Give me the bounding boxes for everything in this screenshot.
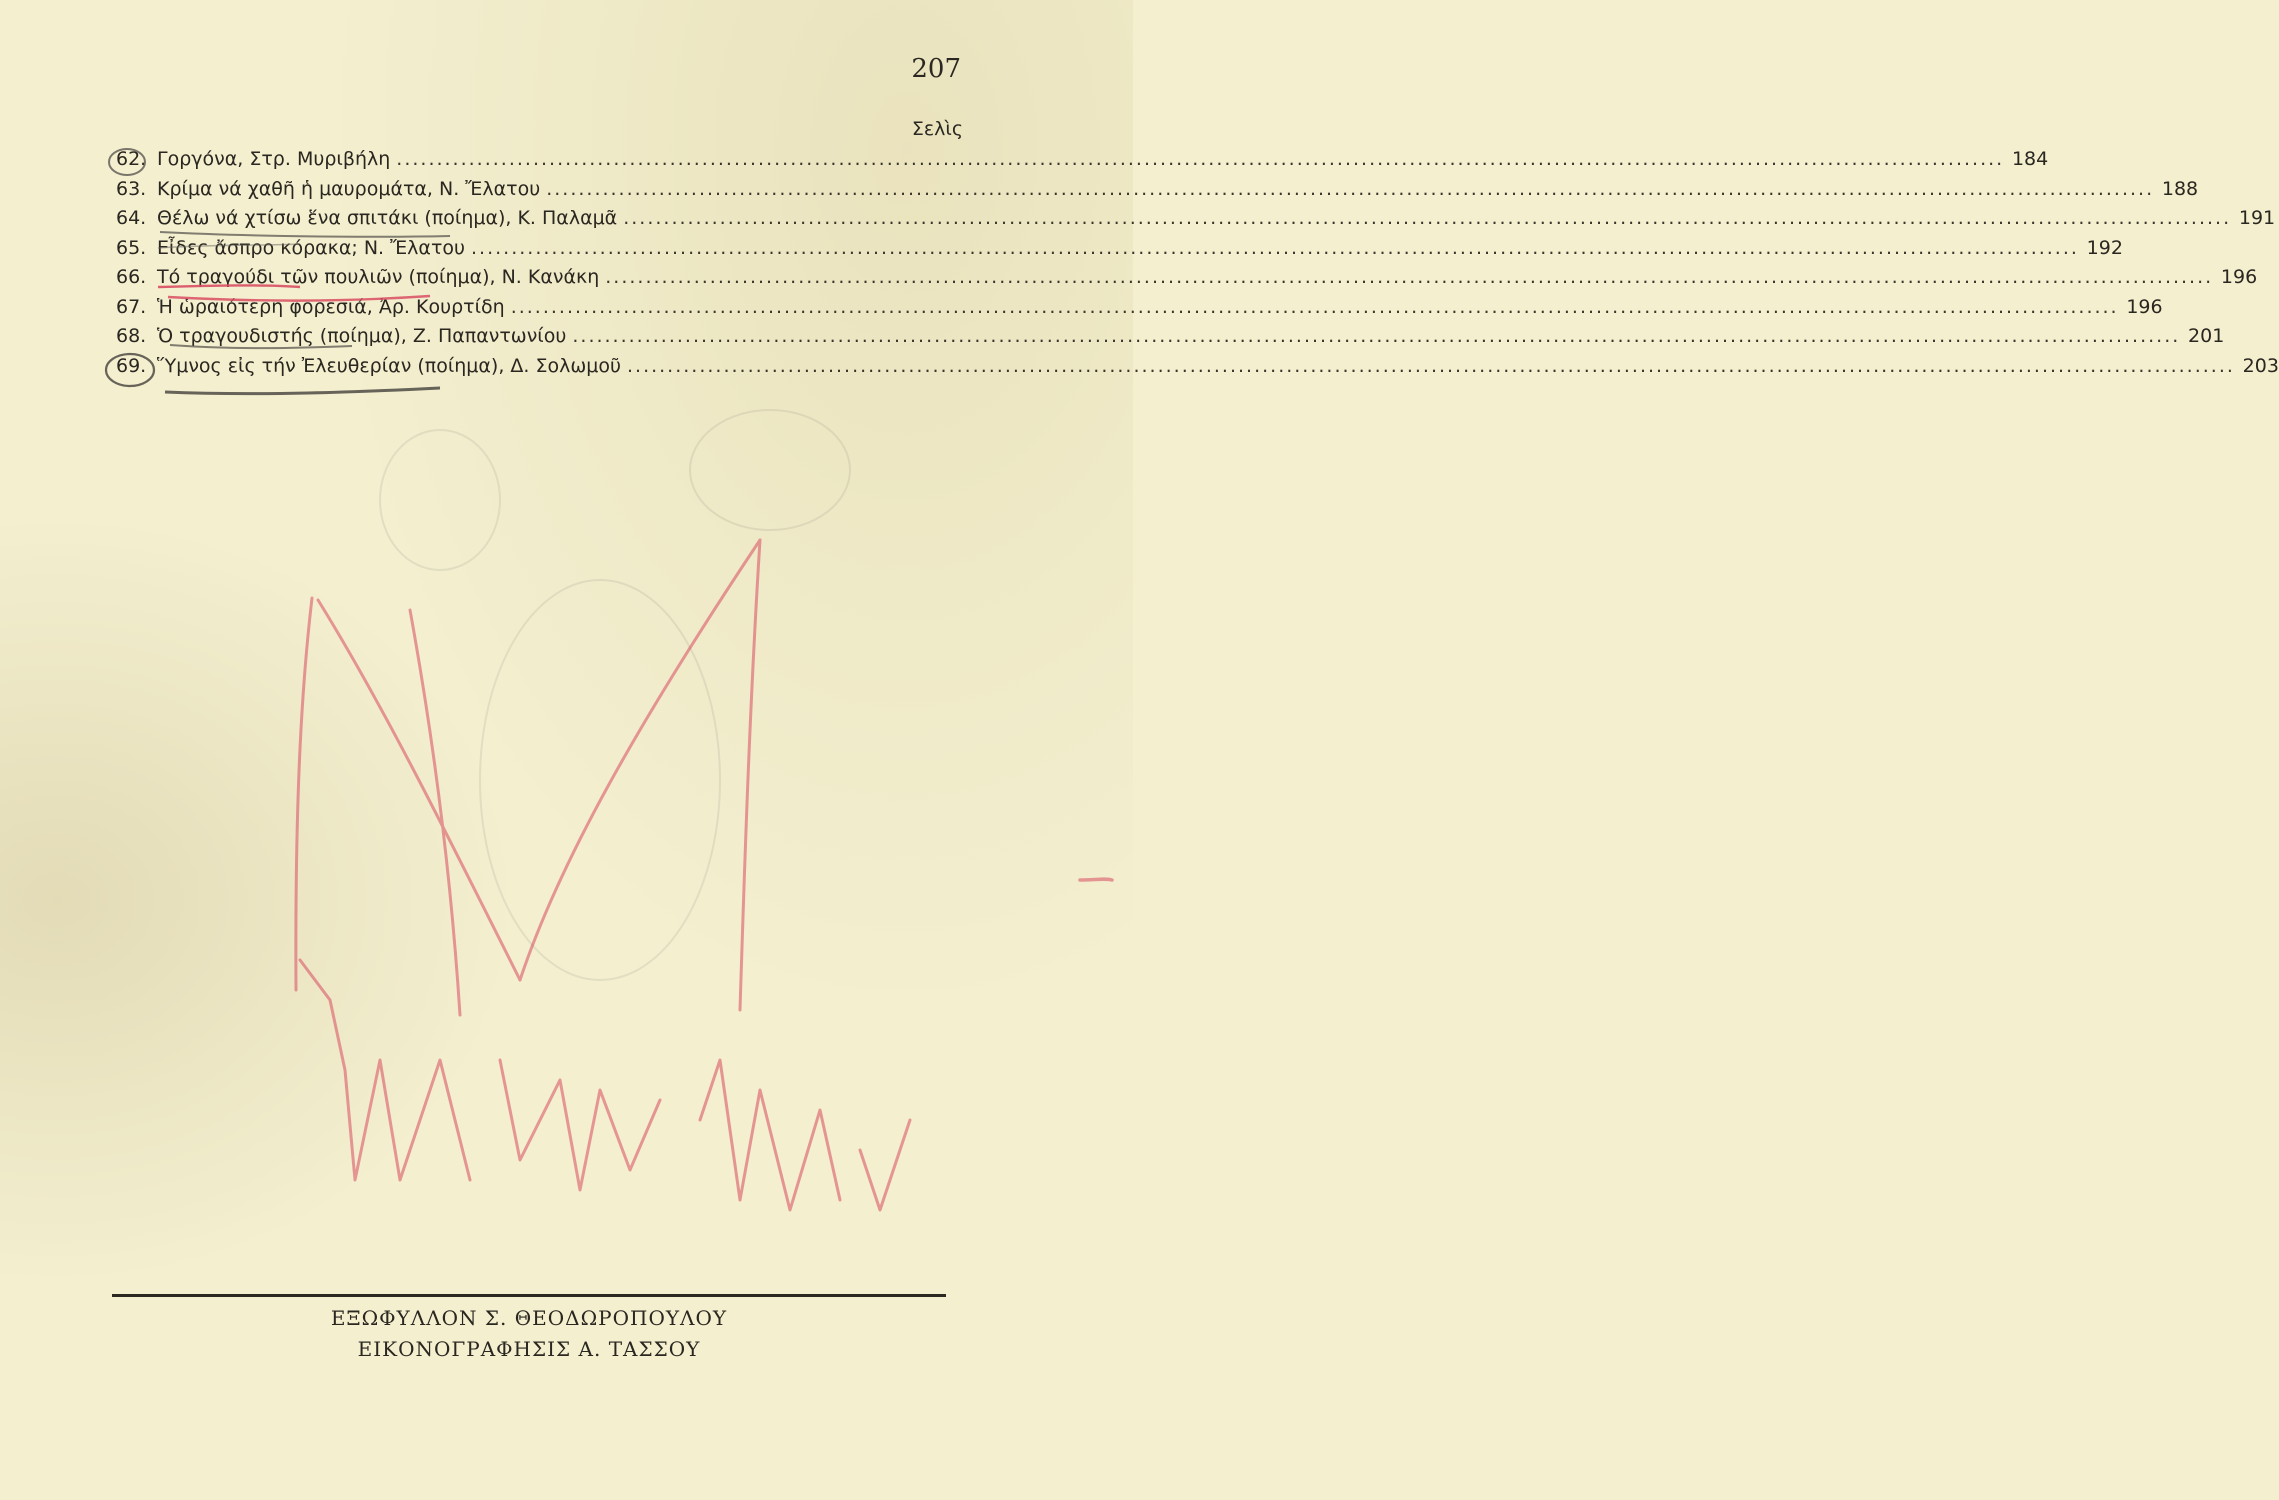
dot-leader: ........................................................................................................................................................................................................ <box>510 295 2119 318</box>
cover-credit: ΕΞΩΦΥΛΛΟΝ Σ. ΘΕΟΔΩΡΟΠΟΥΛΟΥ <box>330 1306 728 1330</box>
dot-leader: ........................................................................................................................................................................................................ <box>546 177 2155 200</box>
pencil-underline-68 <box>170 345 352 348</box>
toc-entry-title: Ἡ ὡραιότερη φορεσιά, Ἀρ. Κουρτίδη <box>157 295 505 318</box>
dot-leader: ........................................................................................................................................................................................................ <box>626 354 2235 377</box>
toc-entry-page: 196 <box>2126 295 2163 318</box>
pencil-underline-69 <box>165 388 440 394</box>
toc-entry-page: 192 <box>2086 236 2123 259</box>
red-underline-67 <box>168 296 430 301</box>
toc-entry-title: Ὁ τραγουδιστής (ποίημα), Ζ. Παπαντωνίου <box>157 325 567 347</box>
red-crayon-scribble <box>296 540 1112 1210</box>
toc-entry-page: 184 <box>2011 148 2049 170</box>
toc-entry-page: 191 <box>2238 207 2276 229</box>
page-column-header: Σελὶς <box>911 118 963 140</box>
red-underline-66 <box>158 285 300 287</box>
pencil-circle-69 <box>106 354 154 386</box>
toc-entry-number: 63. <box>116 177 147 200</box>
toc-entry-number: 65. <box>116 236 147 259</box>
illustration-credit: ΕΙΚΟΝΟΓΡΑΦΗΣΙΣ Α. ΤΑΣΣΟΥ <box>357 1337 701 1361</box>
dot-leader: ........................................................................................................................................................................................................ <box>623 207 2232 229</box>
dot-leader: ........................................................................................................................................................................................................ <box>572 325 2181 347</box>
page-number: 207 <box>911 54 961 84</box>
toc-entry-number: 68. <box>116 325 147 347</box>
toc-entry-number: 62. <box>116 148 147 170</box>
toc-entry-number: 64. <box>116 207 147 229</box>
toc-entry-title: Γοργόνα, Στρ. Μυριβήλη <box>157 148 391 170</box>
toc-entry-title: Ὕμνος εἰς τήν Ἐλευθερίαν (ποίημα), Δ. Σολωμοῦ <box>157 354 621 377</box>
footer-rule <box>112 1294 946 1297</box>
pencil-underline-64 <box>160 232 450 237</box>
toc-entry-number: 66. <box>116 266 147 288</box>
dot-leader: ........................................................................................................................................................................................................ <box>471 236 2079 259</box>
dot-leader: ........................................................................................................................................................................................................ <box>396 148 2005 170</box>
pencil-underline-65 <box>158 244 300 248</box>
toc-entry-title: Εἶδες ἄσπρο κόρακα; Ν. Ἔλατου <box>157 236 466 259</box>
toc-entry-page: 188 <box>2161 177 2199 200</box>
toc-entry-page: 201 <box>2188 325 2225 347</box>
toc-entry-number: 69. <box>116 354 147 377</box>
pencil-circle-62 <box>109 149 145 175</box>
toc-entry-page: 203 <box>2242 354 2279 377</box>
handwritten-marks <box>0 0 1133 1500</box>
toc-entry-title: Θέλω νά χτίσω ἕνα σπιτάκι (ποίημα), Κ. Παλαμᾶ <box>157 207 618 229</box>
dot-leader: ........................................................................................................................................................................................................ <box>605 266 2214 288</box>
toc-entry-title: Τό τραγούδι τῶν πουλιῶν (ποίημα), Ν. Κανάκη <box>157 266 600 288</box>
toc-entry-page: 196 <box>2220 266 2258 288</box>
toc-entry-title: Κρίμα νά χαθῆ ἡ μαυρομάτα, Ν. Ἔλατου <box>157 177 541 200</box>
toc-entry-number: 67. <box>116 295 147 318</box>
